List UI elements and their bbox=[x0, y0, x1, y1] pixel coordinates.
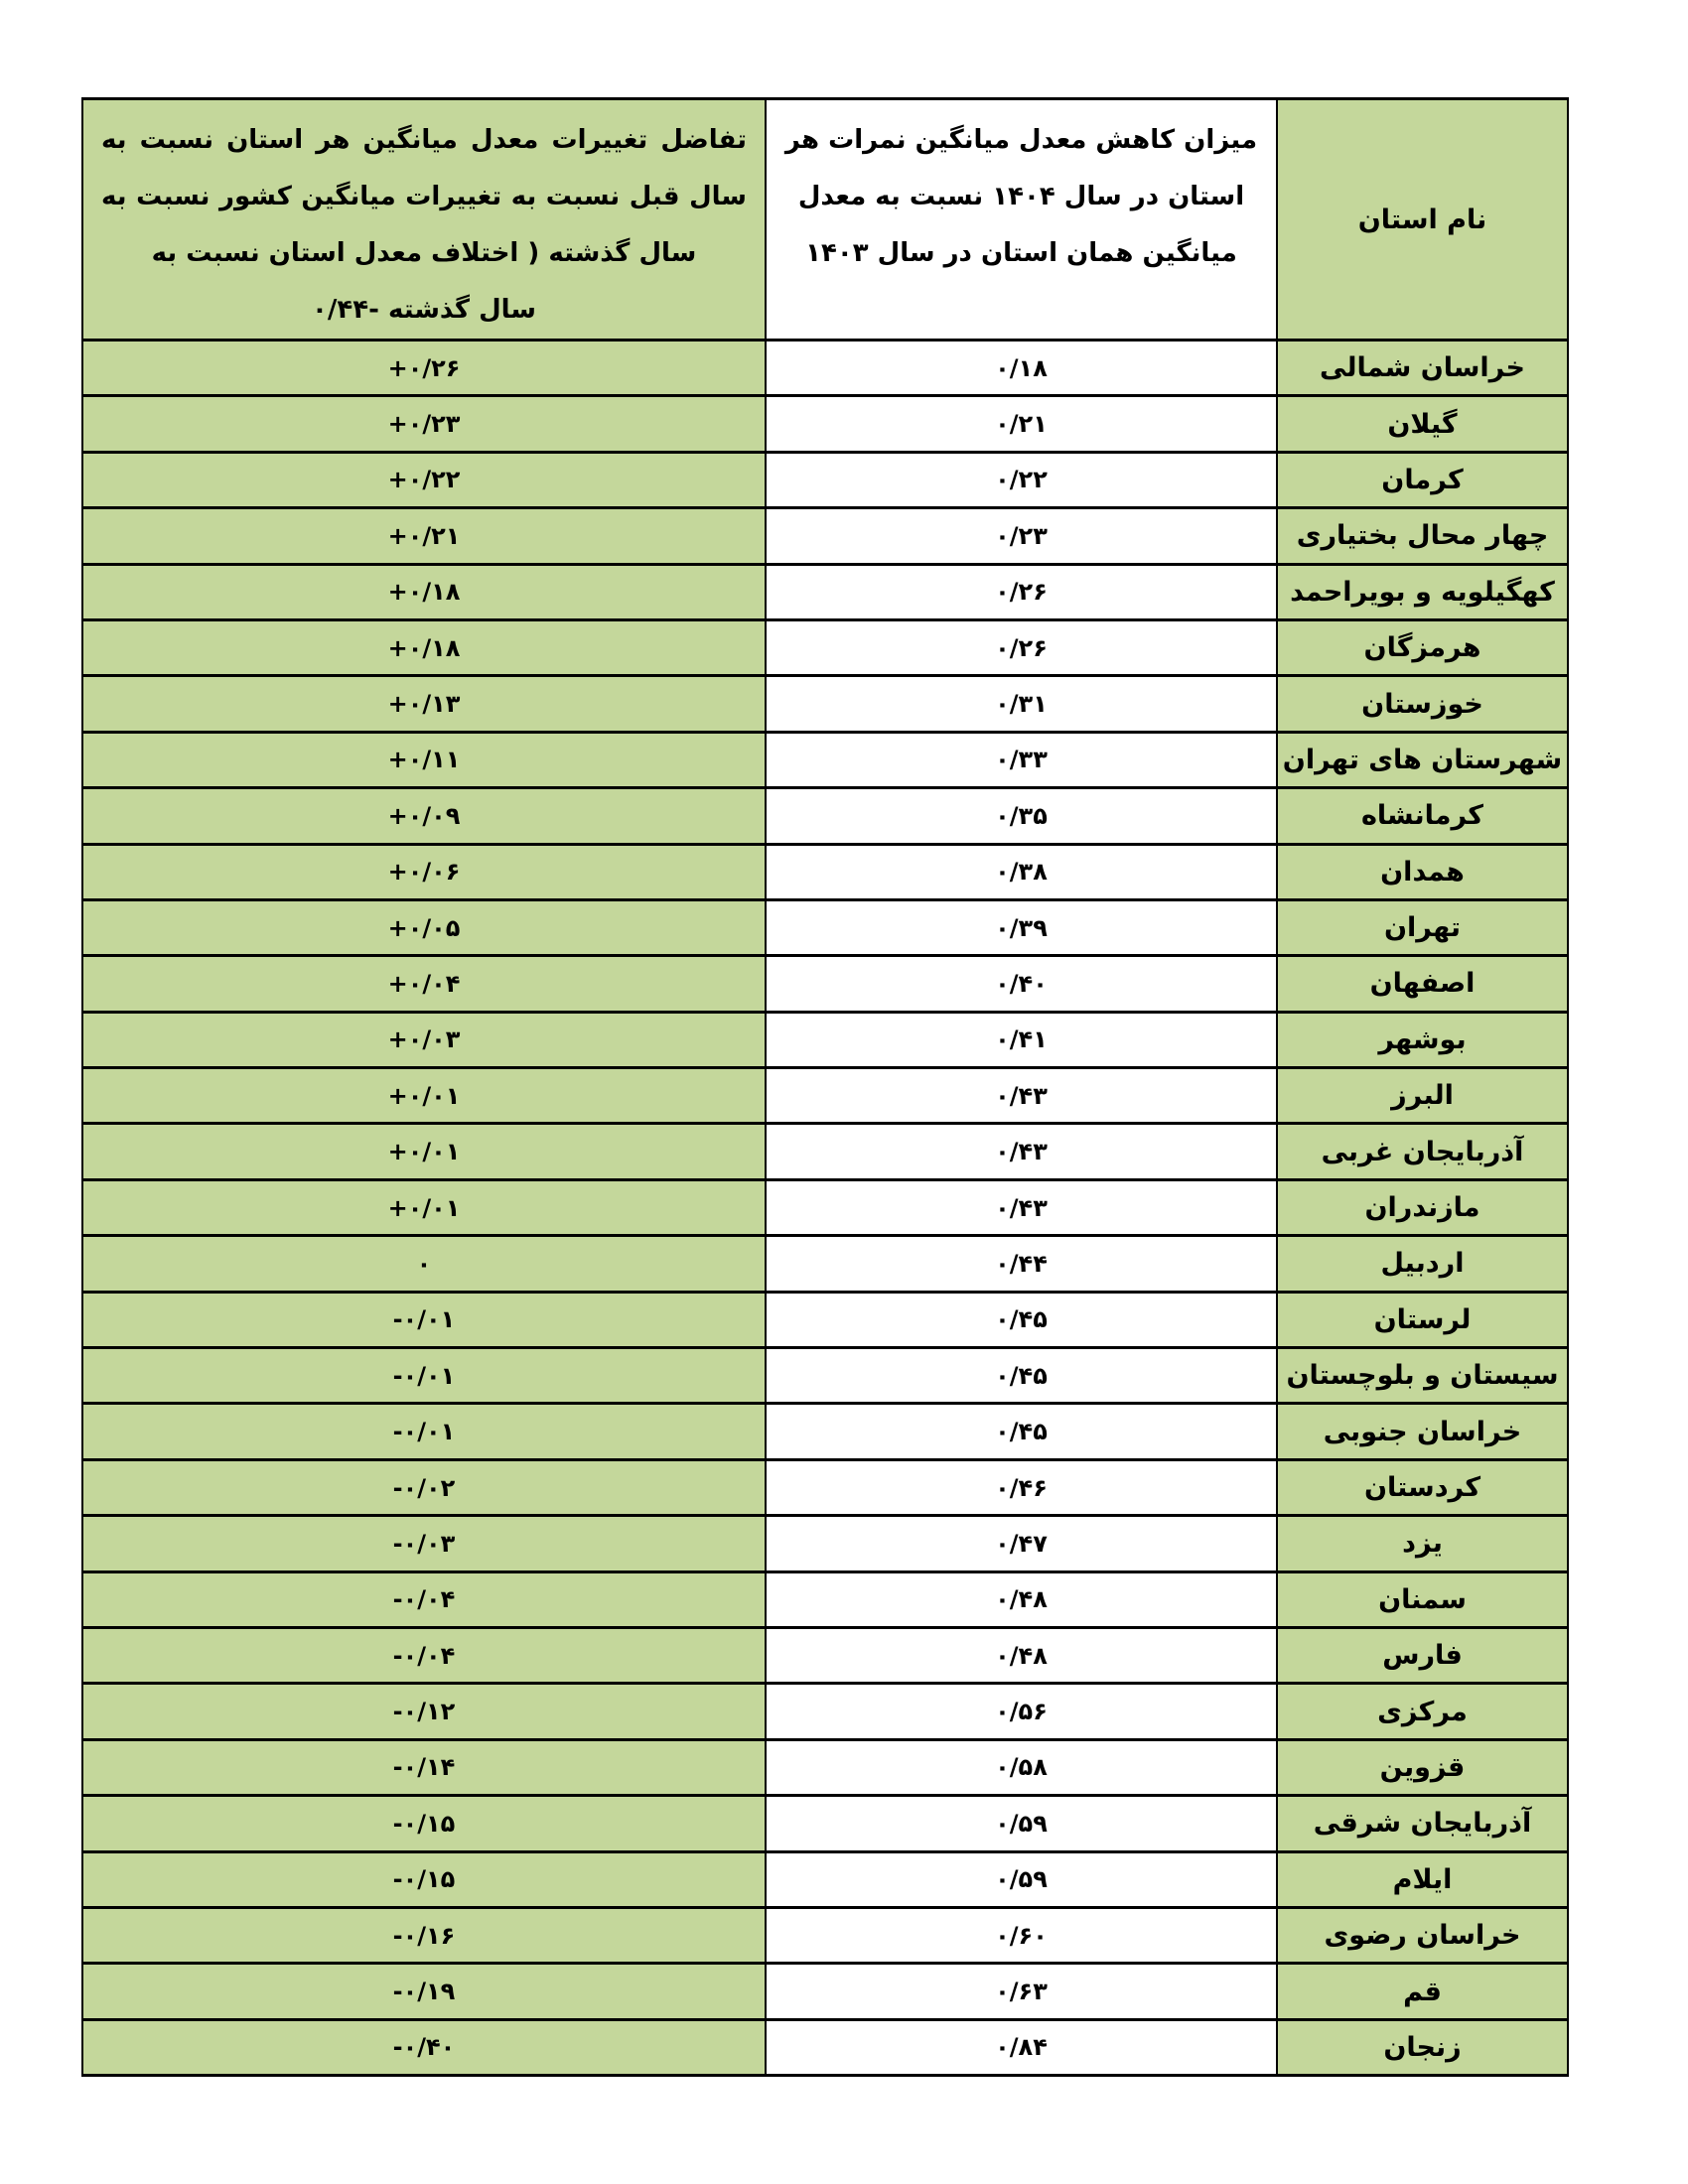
table-row bbox=[82, 1739, 1568, 1795]
province-name-cell: یزد bbox=[1277, 1516, 1568, 1571]
diff-value-cell: +۰/۲۱ bbox=[82, 508, 766, 564]
table-row bbox=[82, 396, 1568, 452]
decrease-value-cell: ۰/۴۳ bbox=[766, 1068, 1277, 1124]
table-row bbox=[82, 1516, 1568, 1571]
province-name-cell: اردبیل bbox=[1277, 1236, 1568, 1292]
table-row bbox=[82, 732, 1568, 787]
table-row bbox=[82, 1851, 1568, 1907]
decrease-value-cell: ۰/۲۲ bbox=[766, 452, 1277, 507]
decrease-value-cell: ۰/۴۱ bbox=[766, 1012, 1277, 1067]
table-row bbox=[82, 844, 1568, 899]
diff-value-cell: -۰/۴۰ bbox=[82, 2019, 766, 2075]
diff-value-cell: -۰/۰۱ bbox=[82, 1348, 766, 1404]
diff-value-cell: +۰/۰۳ bbox=[82, 1012, 766, 1067]
decrease-value-cell: ۰/۶۰ bbox=[766, 1907, 1277, 1963]
diff-value-cell: -۰/۱۶ bbox=[82, 1907, 766, 1963]
diff-value-cell: -۰/۱۴ bbox=[82, 1739, 766, 1795]
province-averages-table bbox=[81, 97, 1569, 2077]
province-name-cell: آذربایجان غربی bbox=[1277, 1124, 1568, 1179]
table-row bbox=[82, 1124, 1568, 1179]
table-row bbox=[82, 1236, 1568, 1292]
decrease-value-cell: ۰/۳۸ bbox=[766, 844, 1277, 899]
diff-value-cell: +۰/۰۴ bbox=[82, 956, 766, 1012]
diff-value-cell: -۰/۰۱ bbox=[82, 1404, 766, 1459]
header-diff-text bbox=[83, 100, 765, 339]
province-name-cell: کرمان bbox=[1277, 452, 1568, 507]
decrease-value-cell: ۰/۴۷ bbox=[766, 1516, 1277, 1571]
province-name-cell: قم bbox=[1277, 1964, 1568, 2019]
header-diff-line: سال گذشته ( اختلاف معدل استان نسبت به bbox=[151, 238, 697, 268]
diff-value-cell: +۰/۲۶ bbox=[82, 341, 766, 396]
table-row bbox=[82, 1348, 1568, 1404]
province-name-cell: بوشهر bbox=[1277, 1012, 1568, 1067]
province-name-cell: زنجان bbox=[1277, 2019, 1568, 2075]
table-row bbox=[82, 1404, 1568, 1459]
province-name-cell: اصفهان bbox=[1277, 956, 1568, 1012]
diff-value-cell: +۰/۰۶ bbox=[82, 844, 766, 899]
decrease-value-cell: ۰/۵۹ bbox=[766, 1796, 1277, 1851]
header-diff-cell bbox=[82, 99, 766, 341]
table-row bbox=[82, 1179, 1568, 1235]
table-row bbox=[82, 1012, 1568, 1067]
diff-value-cell: ۰ bbox=[82, 1236, 766, 1292]
decrease-value-cell: ۰/۲۶ bbox=[766, 619, 1277, 675]
header-decrease-text bbox=[767, 100, 1276, 282]
province-name-cell: شهرستان های تهران bbox=[1277, 732, 1568, 787]
decrease-value-cell: ۰/۳۵ bbox=[766, 788, 1277, 844]
table-row bbox=[82, 1684, 1568, 1739]
decrease-value-cell: ۰/۸۴ bbox=[766, 2019, 1277, 2075]
diff-value-cell: +۰/۱۸ bbox=[82, 564, 766, 619]
decrease-value-cell: ۰/۴۵ bbox=[766, 1292, 1277, 1347]
diff-value-cell: -۰/۱۵ bbox=[82, 1796, 766, 1851]
table-row bbox=[82, 2019, 1568, 2075]
province-name-cell: تهران bbox=[1277, 899, 1568, 955]
diff-value-cell: -۰/۱۲ bbox=[82, 1684, 766, 1739]
province-name-cell: گیلان bbox=[1277, 396, 1568, 452]
table-row bbox=[82, 1907, 1568, 1963]
header-decrease-line: میزان کاهش معدل میانگین نمرات هر bbox=[784, 125, 1258, 155]
diff-value-cell: -۰/۰۴ bbox=[82, 1627, 766, 1683]
decrease-value-cell: ۰/۲۳ bbox=[766, 508, 1277, 564]
province-name-cell: کردستان bbox=[1277, 1459, 1568, 1515]
diff-value-cell: +۰/۰۵ bbox=[82, 899, 766, 955]
province-name-cell: مازندران bbox=[1277, 1179, 1568, 1235]
province-name-cell: هرمزگان bbox=[1277, 619, 1568, 675]
table-row bbox=[82, 956, 1568, 1012]
decrease-value-cell: ۰/۴۸ bbox=[766, 1627, 1277, 1683]
table-row bbox=[82, 619, 1568, 675]
header-decrease-cell bbox=[766, 99, 1277, 341]
header-decrease-line: میانگین همان استان در سال ۱۴۰۳ bbox=[805, 238, 1237, 268]
decrease-value-cell: ۰/۵۸ bbox=[766, 1739, 1277, 1795]
table-row bbox=[82, 341, 1568, 396]
decrease-value-cell: ۰/۳۳ bbox=[766, 732, 1277, 787]
diff-value-cell: +۰/۰۹ bbox=[82, 788, 766, 844]
diff-value-cell: +۰/۱۳ bbox=[82, 676, 766, 732]
province-name-cell: سمنان bbox=[1277, 1571, 1568, 1627]
table-row bbox=[82, 452, 1568, 507]
decrease-value-cell: ۰/۶۳ bbox=[766, 1964, 1277, 2019]
decrease-value-cell: ۰/۴۶ bbox=[766, 1459, 1277, 1515]
diff-value-cell: -۰/۱۵ bbox=[82, 1851, 766, 1907]
diff-value-cell: +۰/۱۸ bbox=[82, 619, 766, 675]
diff-value-cell: +۰/۰۱ bbox=[82, 1179, 766, 1235]
table-row bbox=[82, 1571, 1568, 1627]
diff-value-cell: -۰/۰۱ bbox=[82, 1292, 766, 1347]
province-name-cell: البرز bbox=[1277, 1068, 1568, 1124]
header-province-name-cell: نام استان bbox=[1277, 99, 1568, 341]
decrease-value-cell: ۰/۴۰ bbox=[766, 956, 1277, 1012]
table-row bbox=[82, 1459, 1568, 1515]
province-name-cell: سیستان و بلوچستان bbox=[1277, 1348, 1568, 1404]
header-row bbox=[82, 99, 1568, 341]
decrease-value-cell: ۰/۴۳ bbox=[766, 1179, 1277, 1235]
table-row bbox=[82, 1964, 1568, 2019]
decrease-value-cell: ۰/۲۶ bbox=[766, 564, 1277, 619]
diff-value-cell: -۰/۰۴ bbox=[82, 1571, 766, 1627]
diff-value-cell: +۰/۲۲ bbox=[82, 452, 766, 507]
decrease-value-cell: ۰/۵۹ bbox=[766, 1851, 1277, 1907]
header-diff-line: سال قبل نسبت به تغییرات میانگین کشور نسبت به bbox=[101, 182, 747, 211]
table-row bbox=[82, 564, 1568, 619]
decrease-value-cell: ۰/۴۵ bbox=[766, 1348, 1277, 1404]
diff-value-cell: +۰/۲۳ bbox=[82, 396, 766, 452]
diff-value-cell: +۰/۱۱ bbox=[82, 732, 766, 787]
header-diff-line: تفاضل تغییرات معدل میانگین هر استان نسبت به bbox=[101, 125, 747, 155]
diff-value-cell: -۰/۰۲ bbox=[82, 1459, 766, 1515]
province-name-cell: مرکزی bbox=[1277, 1684, 1568, 1739]
diff-value-cell: -۰/۱۹ bbox=[82, 1964, 766, 2019]
province-name-cell: قزوین bbox=[1277, 1739, 1568, 1795]
decrease-value-cell: ۰/۴۳ bbox=[766, 1124, 1277, 1179]
decrease-value-cell: ۰/۳۱ bbox=[766, 676, 1277, 732]
province-name-cell: ایلام bbox=[1277, 1851, 1568, 1907]
decrease-value-cell: ۰/۴۸ bbox=[766, 1571, 1277, 1627]
province-name-cell: آذربایجان شرقی bbox=[1277, 1796, 1568, 1851]
province-name-cell: خراسان شمالی bbox=[1277, 341, 1568, 396]
decrease-value-cell: ۰/۱۸ bbox=[766, 341, 1277, 396]
diff-value-cell: +۰/۰۱ bbox=[82, 1068, 766, 1124]
province-name-cell: فارس bbox=[1277, 1627, 1568, 1683]
decrease-value-cell: ۰/۴۴ bbox=[766, 1236, 1277, 1292]
decrease-value-cell: ۰/۴۵ bbox=[766, 1404, 1277, 1459]
decrease-value-cell: ۰/۳۹ bbox=[766, 899, 1277, 955]
diff-value-cell: +۰/۰۱ bbox=[82, 1124, 766, 1179]
province-name-cell: خراسان جنوبی bbox=[1277, 1404, 1568, 1459]
province-name-cell: خوزستان bbox=[1277, 676, 1568, 732]
diff-value-cell: -۰/۰۳ bbox=[82, 1516, 766, 1571]
province-name-cell: همدان bbox=[1277, 844, 1568, 899]
table-row bbox=[82, 1068, 1568, 1124]
table-row bbox=[82, 676, 1568, 732]
province-name-cell: چهار محال بختیاری bbox=[1277, 508, 1568, 564]
table-row bbox=[82, 508, 1568, 564]
header-diff-line: سال گذشته -۰/۴۴ bbox=[312, 295, 536, 325]
province-name-cell: کهگیلویه و بویراحمد bbox=[1277, 564, 1568, 619]
province-name-cell: کرمانشاه bbox=[1277, 788, 1568, 844]
header-decrease-line: استان در سال ۱۴۰۴ نسبت به معدل bbox=[797, 182, 1245, 211]
province-name-cell: خراسان رضوی bbox=[1277, 1907, 1568, 1963]
table-row bbox=[82, 788, 1568, 844]
table-row bbox=[82, 1796, 1568, 1851]
table-row bbox=[82, 1292, 1568, 1347]
decrease-value-cell: ۰/۲۱ bbox=[766, 396, 1277, 452]
decrease-value-cell: ۰/۵۶ bbox=[766, 1684, 1277, 1739]
province-name-cell: لرستان bbox=[1277, 1292, 1568, 1347]
table-row bbox=[82, 1627, 1568, 1683]
table-row bbox=[82, 899, 1568, 955]
